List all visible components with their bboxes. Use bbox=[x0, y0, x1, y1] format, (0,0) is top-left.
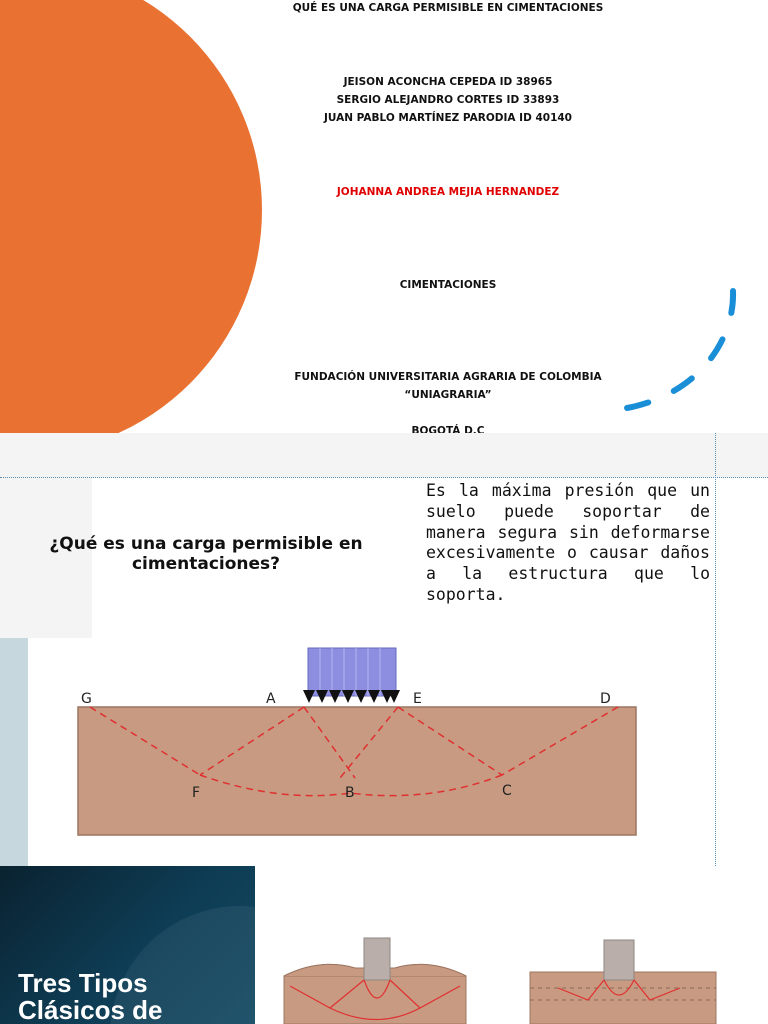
guide-line-vertical bbox=[715, 433, 716, 866]
institution-name: FUNDACIÓN UNIVERSITARIA AGRARIA DE COLOMBIA bbox=[294, 371, 602, 383]
title-panel bbox=[0, 866, 255, 1024]
definition-text: Es la máxima presión que un suelo puede soportar de manera segura sin deformarse excesivamente o causar daños a la estructura que lo soporta. bbox=[426, 481, 710, 604]
course-name: CIMENTACIONES bbox=[399, 279, 497, 291]
question-heading: ¿Qué es una carga permisible en cimentaciones? bbox=[49, 534, 363, 574]
label-c: C bbox=[502, 783, 512, 799]
soil-block bbox=[78, 707, 636, 835]
decorative-dashed-arc bbox=[595, 285, 745, 420]
slide-title-line-1: Tres Tipos bbox=[18, 968, 148, 998]
label-e: E bbox=[413, 691, 422, 707]
slide-title-line-2: Clásicos de bbox=[18, 995, 163, 1024]
label-d: D bbox=[600, 691, 611, 707]
label-b: B bbox=[345, 785, 355, 801]
institution-short: “UNIAGRARIA” bbox=[404, 389, 492, 401]
left-accent-bar bbox=[0, 638, 28, 866]
label-a: A bbox=[266, 691, 276, 707]
author-2: SERGIO ALEJANDRO CORTES ID 33893 bbox=[336, 94, 560, 106]
general-shear-figure bbox=[280, 936, 470, 1024]
label-g: G bbox=[81, 691, 92, 707]
guide-line-horizontal bbox=[0, 477, 768, 478]
teacher-name: JOHANNA ANDREA MEJIA HERNANDEZ bbox=[336, 186, 560, 198]
author-3: JUAN PABLO MARTÍNEZ PARODIA ID 40140 bbox=[323, 112, 572, 124]
slide-title bbox=[18, 970, 163, 1024]
label-f: F bbox=[192, 785, 201, 801]
title-slide bbox=[0, 0, 768, 433]
definition-slide bbox=[0, 433, 768, 866]
bearing-capacity-diagram bbox=[70, 643, 650, 843]
presentation-title: QUÉ ES UNA CARGA PERMISIBLE EN CIMENTACIONES bbox=[292, 2, 604, 14]
failure-types-slide bbox=[0, 866, 768, 1024]
city: BOGOTÁ D.C bbox=[411, 425, 485, 433]
author-1: JEISON ACONCHA CEPEDA ID 38965 bbox=[343, 76, 553, 88]
local-shear-figure bbox=[528, 938, 718, 1024]
footing-load bbox=[308, 648, 396, 696]
